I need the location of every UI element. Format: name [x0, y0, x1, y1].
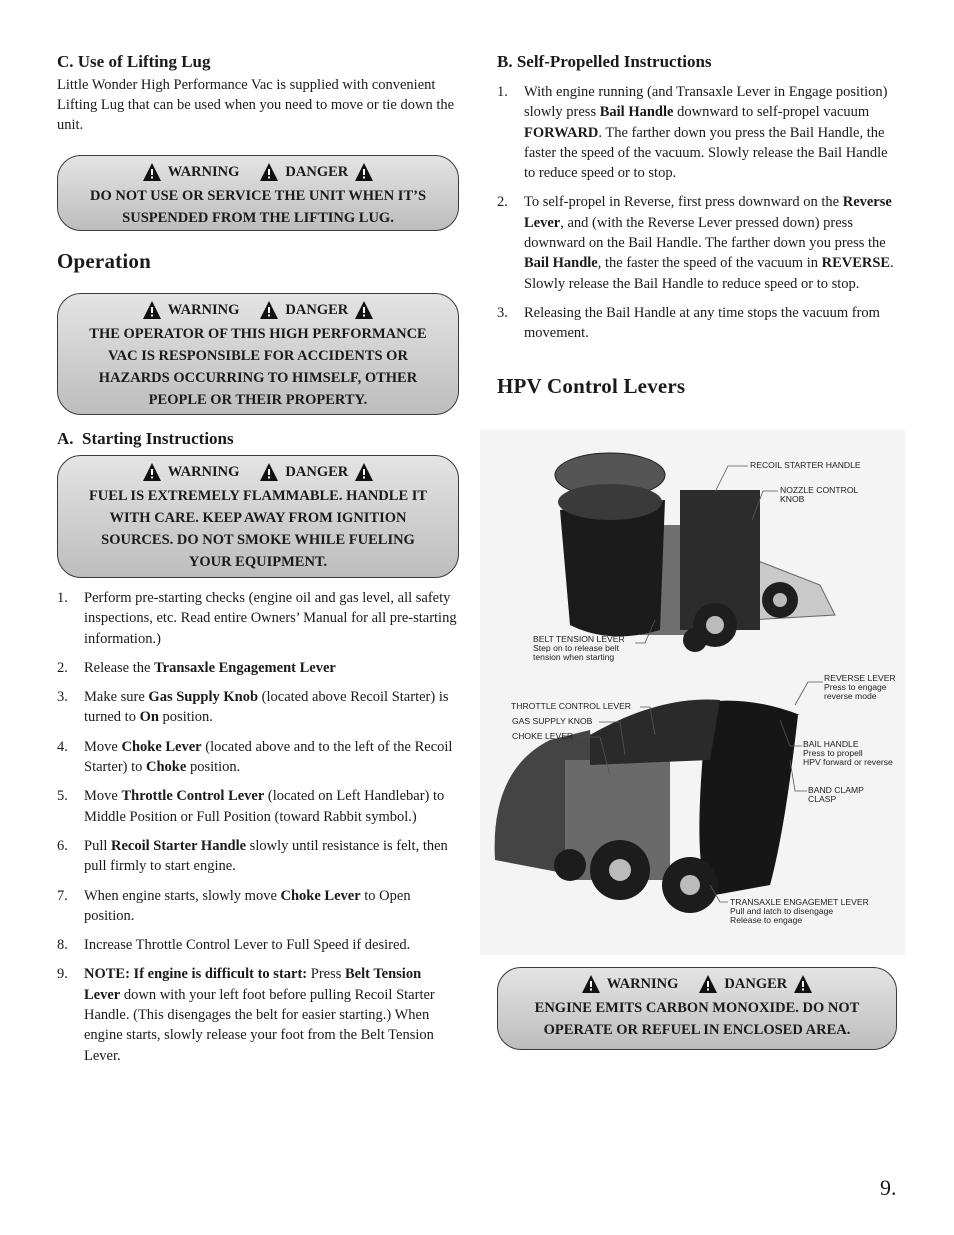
step-text: Increase Throttle Control Lever to Full Speed if desired.	[84, 937, 411, 954]
step-emphasis: Choke Lever	[121, 738, 202, 755]
step-text: (located above Recoil Starter) is turned to	[84, 689, 449, 726]
step-number: 8.	[57, 937, 68, 954]
step-text: Press	[307, 966, 345, 983]
step-emphasis: On	[139, 709, 159, 726]
step-number: 4.	[57, 738, 68, 755]
step-number: 6.	[57, 837, 68, 854]
warning-line: WITH CARE. KEEP AWAY FROM IGNITION	[109, 510, 407, 526]
step-text: . Slowly release the Bail Handle to reduce speed or to stop.	[524, 255, 894, 292]
step-text: down with your left foot before pulling Recoil Starter Handle. (This disengages the belt for easier starting.) When engine starts, slowly release your foot from the Belt Tension Lever.	[84, 986, 435, 1064]
warning-triangle-icon	[581, 974, 601, 994]
step-number: 1.	[57, 590, 68, 606]
callout-line: reverse mode	[824, 691, 877, 701]
step-item	[497, 303, 899, 344]
callout-line: TRANSAXLE ENGAGEMET LEVER	[730, 897, 869, 907]
step-item	[57, 786, 459, 827]
step-emphasis: NOTE: If engine is difficult to start:	[84, 966, 308, 983]
step-emphasis: Reverse Lever	[524, 194, 892, 231]
step-item	[57, 737, 459, 778]
warning-line: OPERATE OR REFUEL IN ENCLOSED AREA.	[543, 1022, 851, 1038]
danger-label: DANGER	[285, 464, 349, 480]
warning-box-carbon-monoxide	[497, 967, 897, 1050]
hpv-control-levers-figure	[480, 430, 905, 955]
warning-label: WARNING	[606, 976, 679, 992]
step-text: Pull	[84, 837, 111, 854]
step-text: position.	[158, 709, 213, 726]
step-emphasis: Belt Tension Lever	[84, 966, 422, 1003]
step-item	[497, 192, 899, 293]
step-item	[497, 82, 899, 183]
step-text: slowly until resistance is felt, then pull firmly to start engine.	[84, 837, 448, 875]
danger-label: DANGER	[724, 976, 788, 992]
step-text: With engine running (and Transaxle Lever in Engage position) slowly press	[524, 84, 888, 121]
step-item	[57, 687, 459, 728]
callout-line: tension when starting	[533, 652, 615, 662]
step-text: Releasing the Bail Handle at any time stops the vacuum from movement.	[524, 304, 880, 342]
left-column	[57, 52, 459, 1075]
warning-triangle-icon	[793, 974, 813, 994]
warning-box-operator	[57, 293, 459, 415]
step-text: to Open position.	[84, 887, 411, 924]
callout-line: Pull and latch to disengage	[730, 906, 834, 916]
callout-line: BAND CLAMP	[808, 785, 864, 795]
callout-line: NOZZLE CONTROL	[780, 485, 859, 495]
danger-label: DANGER	[285, 164, 349, 180]
warning-triangle-icon	[354, 462, 374, 482]
callout-reverse-lever	[824, 674, 896, 701]
step-number: 9.	[57, 966, 68, 983]
step-text: Release the	[84, 659, 155, 676]
step-emphasis: FORWARD	[524, 124, 599, 141]
step-text: When engine starts, slowly move	[84, 887, 281, 904]
step-number: 5.	[57, 788, 68, 805]
warning-triangle-icon	[259, 462, 279, 482]
warning-triangle-icon	[142, 162, 162, 182]
step-item	[57, 964, 459, 1065]
callout-line: Press to engage	[824, 682, 887, 692]
page-number: 9.	[880, 1175, 897, 1200]
warning-line: DO NOT USE OR SERVICE THE UNIT WHEN IT’S	[89, 188, 427, 204]
step-item	[57, 658, 459, 678]
warning-line: ENGINE EMITS CARBON MONOXIDE. DO NOT	[534, 1000, 860, 1016]
callout-recoil-starter-handle: RECOIL STARTER HANDLE	[750, 460, 861, 470]
step-item	[57, 886, 459, 927]
warning-triangle-icon	[259, 300, 279, 320]
step-number: 3.	[57, 689, 68, 706]
vacuum-front-view-drawing	[555, 453, 835, 652]
step-emphasis: REVERSE	[821, 255, 891, 272]
starting-instructions-heading: A. Starting Instructions	[57, 429, 234, 448]
step-emphasis: Recoil Starter Handle	[111, 837, 247, 854]
warning-line: YOUR EQUIPMENT.	[188, 554, 328, 570]
callout-line: Release to engage	[730, 915, 803, 925]
callout-belt-tension-lever	[533, 635, 625, 662]
callout-line: Press to propell	[803, 748, 863, 758]
callout-nozzle-control-knob	[780, 486, 858, 504]
step-text: . The farther down you press the Bail Handle, the faster the speed of the vacuum. Slowly release the Bail Handle to reduce speed or to stop.	[524, 124, 888, 182]
warning-line: THE OPERATOR OF THIS HIGH PERFORMANCE	[89, 326, 427, 342]
callout-line: HPV forward or reverse	[803, 757, 893, 767]
warning-line: PEOPLE OR THEIR PROPERTY.	[148, 392, 368, 408]
starting-steps-list	[57, 588, 459, 1066]
step-text: , the faster the speed of the vacuum in	[597, 255, 822, 272]
warning-label: WARNING	[167, 464, 240, 480]
warning-label: WARNING	[167, 302, 240, 318]
step-text: , and (with the Reverse Lever pressed down) press downward on the Bail Handle. The farther down you press the	[524, 214, 886, 252]
step-number: 2.	[497, 194, 508, 211]
step-item	[57, 588, 459, 649]
step-text: (located on Left Handlebar) to Middle Position or Full Position (toward Rabbit symbol.)	[84, 788, 445, 825]
step-number: 1.	[497, 84, 508, 100]
operation-heading: Operation	[57, 249, 151, 273]
step-number: 2.	[57, 659, 68, 676]
lifting-lug-heading: C. Use of Lifting Lug	[57, 52, 211, 71]
warning-triangle-icon	[259, 162, 279, 182]
danger-label: DANGER	[285, 302, 349, 318]
step-item	[57, 935, 459, 955]
lifting-lug-text: Little Wonder High Performance Vac is supplied with convenient Lifting Lug that can be used when you need to move or tie down the unit.	[57, 77, 455, 133]
step-emphasis: Gas Supply Knob	[148, 689, 259, 706]
step-emphasis: Choke Lever	[280, 887, 361, 904]
step-text: Move	[84, 738, 122, 755]
warning-label: WARNING	[167, 164, 240, 180]
callout-throttle-control-lever: THROTTLE CONTROL LEVER	[511, 701, 632, 711]
self-propelled-steps-list	[497, 82, 899, 344]
step-text: To self-propel in Reverse, first press downward on the	[524, 194, 843, 211]
step-emphasis: Bail Handle	[524, 255, 598, 272]
callout-bail-handle	[803, 740, 893, 767]
callout-line: KNOB	[780, 494, 805, 504]
step-text: Make sure	[84, 689, 149, 706]
step-text: position.	[186, 759, 241, 776]
right-column	[497, 52, 899, 399]
callout-choke-lever: CHOKE LEVER	[512, 731, 574, 741]
warning-line: VAC IS RESPONSIBLE FOR ACCIDENTS OR	[108, 348, 408, 364]
callout-line: CLASP	[808, 794, 837, 804]
warning-line: SOURCES. DO NOT SMOKE WHILE FUELING	[101, 532, 415, 548]
callout-line: REVERSE LEVER	[824, 673, 896, 683]
warning-box-fuel	[57, 455, 459, 578]
warning-line: HAZARDS OCCURRING TO HIMSELF, OTHER	[98, 370, 418, 386]
warning-triangle-icon	[142, 300, 162, 320]
callout-band-clamp-clasp	[808, 786, 864, 804]
warning-triangle-icon	[142, 462, 162, 482]
self-propelled-heading: B. Self-Propelled Instructions	[497, 52, 712, 71]
step-item	[57, 836, 459, 877]
control-levers-heading: HPV Control Levers	[497, 373, 686, 398]
step-text: (located above and to the left of the Recoil Starter) to	[84, 738, 453, 776]
step-text: downward to self-propel vacuum	[673, 104, 870, 121]
step-emphasis: Choke	[146, 759, 187, 776]
warning-triangle-icon	[354, 300, 374, 320]
step-number: 3.	[497, 304, 508, 321]
warning-line: FUEL IS EXTREMELY FLAMMABLE. HANDLE IT	[88, 488, 428, 504]
step-emphasis: Transaxle Engagement Lever	[154, 659, 336, 676]
warning-line: SUSPENDED FROM THE LIFTING LUG.	[122, 210, 394, 226]
step-emphasis: Bail Handle	[599, 104, 674, 121]
callout-transaxle-lever	[730, 898, 869, 925]
callout-line: BAIL HANDLE	[803, 739, 859, 749]
step-number: 7.	[57, 887, 68, 904]
step-emphasis: Throttle Control Lever	[121, 788, 265, 805]
warning-triangle-icon	[354, 162, 374, 182]
callout-line: Step on to release belt	[533, 643, 619, 653]
warning-triangle-icon	[698, 974, 718, 994]
warning-box-lifting	[57, 155, 459, 231]
callout-gas-supply-knob: GAS SUPPLY KNOB	[512, 716, 593, 726]
step-text: Move	[84, 788, 122, 805]
step-text: Perform pre-starting checks (engine oil and gas level, all safety inspections, etc. Read entire Owners’ Manual for all pre-starting information.)	[84, 590, 457, 647]
callout-line: BELT TENSION LEVER	[533, 634, 625, 644]
